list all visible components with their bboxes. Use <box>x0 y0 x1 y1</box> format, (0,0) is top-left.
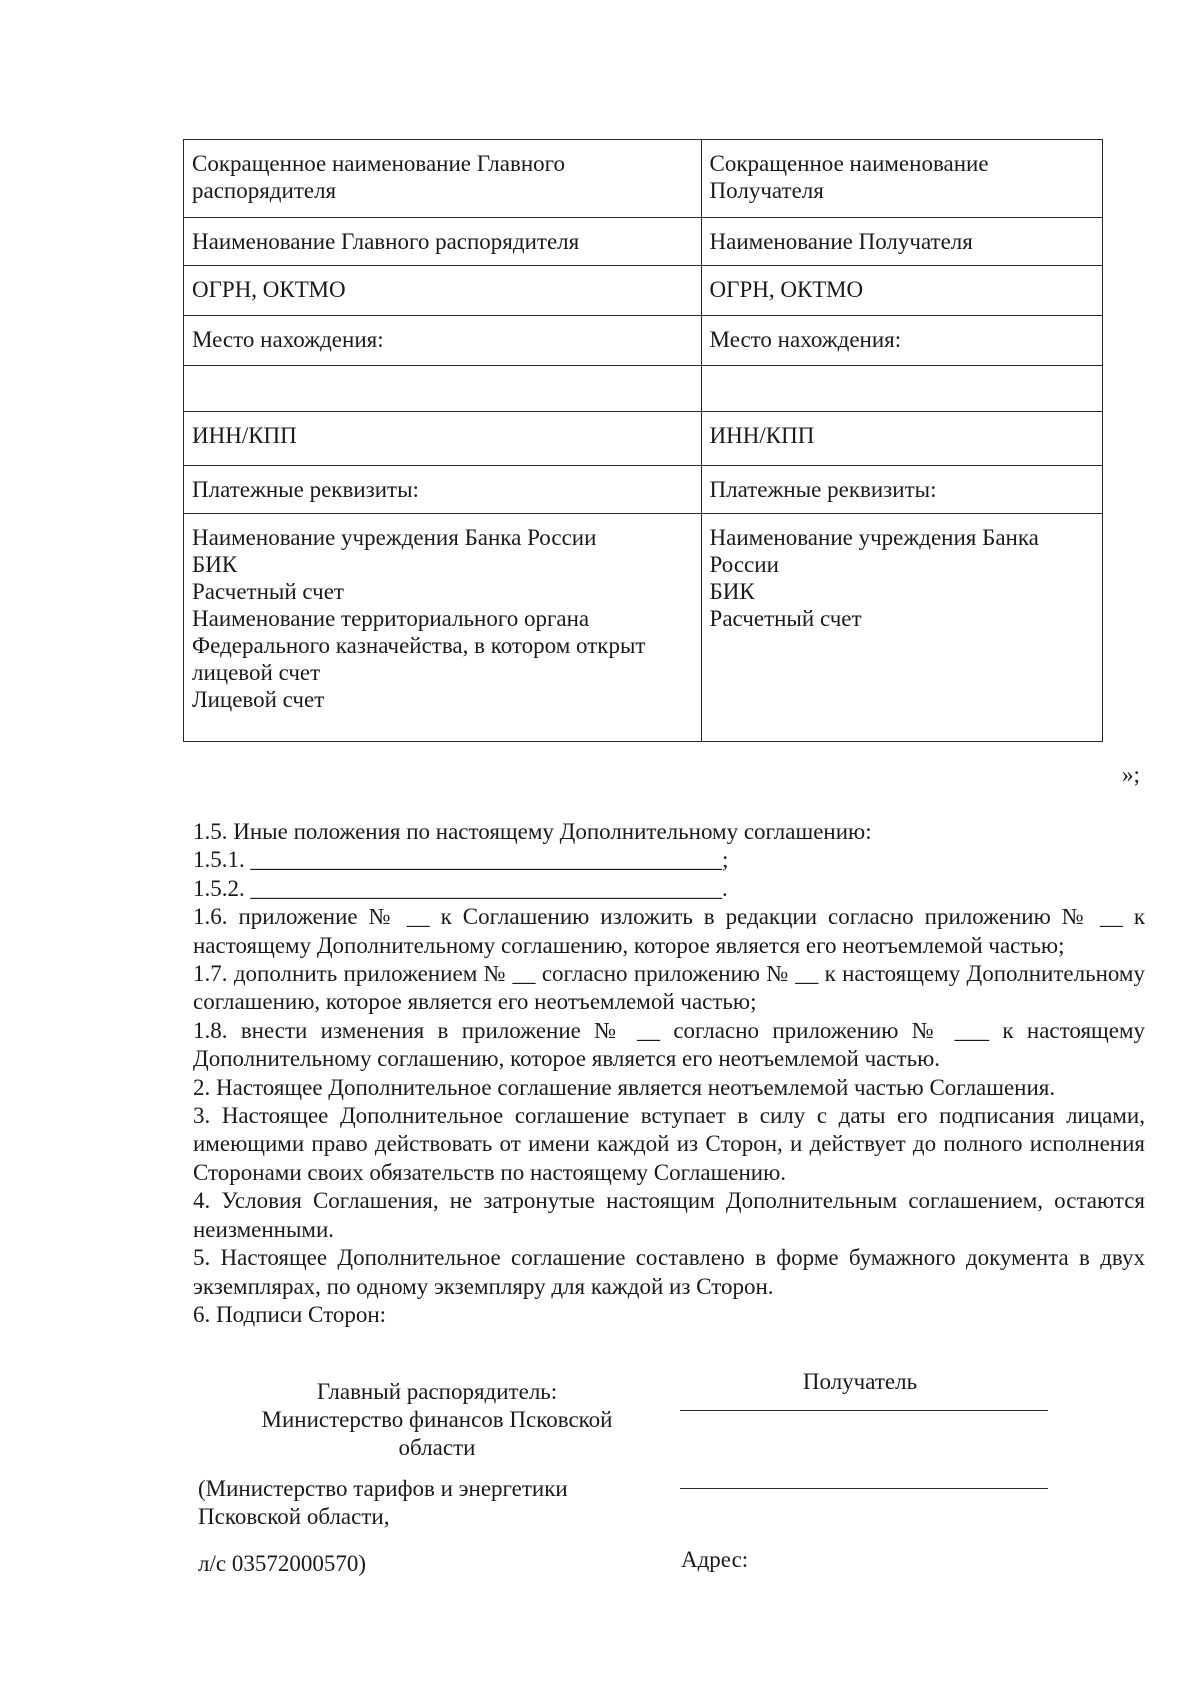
requisites-cell-left <box>184 316 702 366</box>
requisites-row <box>184 266 1103 316</box>
requisites-row <box>184 466 1103 514</box>
signature-left-org-line2: области <box>398 1435 476 1460</box>
clauses-block <box>193 818 1145 1329</box>
requisites-row <box>184 140 1103 218</box>
requisites-cell-right <box>701 366 1102 412</box>
signature-left-account: л/с 03572000570) <box>198 1551 366 1576</box>
requisites-cell-left <box>184 140 702 218</box>
requisites-cell-text: ОГРН, ОКТМО <box>709 277 864 302</box>
requisites-cell-text: Платежные реквизиты: <box>709 477 937 502</box>
requisites-cell-right <box>701 140 1102 218</box>
signature-left-block <box>222 1378 652 1462</box>
signature-left-paren-line1: (Министерство тарифов и энергетики <box>198 1476 568 1501</box>
clause-paragraph: 2. Настоящее Дополнительное соглашение является неотъемлемой частью Соглашения. <box>193 1074 1056 1100</box>
requisites-cell-right <box>701 316 1102 366</box>
requisites-cell-text: БИК <box>709 579 755 604</box>
clause-paragraph: 1.5.1. _________________________________________; <box>193 847 729 873</box>
clause-paragraph: 1.5.2. _________________________________________. <box>193 875 728 901</box>
requisites-cell-text: Лицевой счет <box>192 687 325 712</box>
clause-paragraph: 1.7. дополнить приложением № __ согласно приложению № __ к настоящему Дополнительному соглашению, которое является его неотъемлемой частью; <box>193 961 1145 1015</box>
requisites-cell-text: Расчетный счет <box>192 579 344 604</box>
requisites-cell-right <box>701 466 1102 514</box>
requisites-cell-text: Федерального казначейства, в котором открыт <box>192 633 646 658</box>
requisites-row <box>184 218 1103 266</box>
signature-left-parenthetical <box>198 1475 658 1531</box>
requisites-cell-right <box>701 218 1102 266</box>
requisites-row <box>184 514 1103 742</box>
clause-paragraph: 5. Настоящее Дополнительное соглашение составлено в форме бумажного документа в двух экземплярах, по одному экземпляру для каждой из Сторон. <box>193 1245 1145 1299</box>
clause-paragraph: 6. Подписи Сторон: <box>193 1301 387 1327</box>
requisites-cell-text: Платежные реквизиты: <box>192 477 419 502</box>
requisites-cell-text: лицевой счет <box>192 660 321 685</box>
clause-paragraph: 4. Условия Соглашения, не затронутые настоящим Дополнительным соглашением, остаются неизменными. <box>193 1188 1145 1242</box>
requisites-cell-text: Место нахождения: <box>709 327 902 352</box>
requisites-row <box>184 412 1103 466</box>
requisites-cell-right <box>701 266 1102 316</box>
requisites-row <box>184 316 1103 366</box>
signature-right-line-1 <box>680 1410 1048 1411</box>
clause-paragraph: 3. Настоящее Дополнительное соглашение вступает в силу с даты его подписания лицами, имеющими право действовать от имени каждой из Сторон, и действует до полного исполнения Сторонами своих обязательств по настоящему Соглашению. <box>193 1103 1145 1185</box>
requisites-cell-text: России <box>709 552 779 577</box>
requisites-table-body <box>184 140 1103 742</box>
requisites-cell-text: Наименование учреждения Банка <box>709 525 1039 550</box>
requisites-cell-left <box>184 266 702 316</box>
requisites-row <box>184 366 1103 412</box>
requisites-cell-text: Наименование Главного распорядителя <box>192 229 580 254</box>
clause-paragraph: 1.8. внести изменения в приложение № __ согласно приложению № ___ к настоящему Дополнительному соглашению, которое является его неотъемлемой частью. <box>193 1017 1145 1072</box>
signature-left-title: Главный распорядитель: <box>316 1379 558 1404</box>
requisites-cell-text: ИНН/КПП <box>709 423 815 448</box>
requisites-cell-text: Место нахождения: <box>192 327 384 352</box>
requisites-cell-text: Наименование учреждения Банка России <box>192 525 597 550</box>
requisites-cell-text: Расчетный счет <box>709 606 862 631</box>
signature-left-org-line1: Министерство финансов Псковской <box>261 1407 613 1432</box>
signature-right-address-label: Адрес: <box>681 1547 749 1572</box>
requisites-cell-text: Сокращенное наименование Главного <box>192 151 566 176</box>
requisites-cell-text: Наименование Получателя <box>709 229 973 254</box>
signature-right-title: Получатель <box>802 1369 918 1394</box>
signature-left-paren-line2: Псковской области, <box>198 1504 390 1529</box>
requisites-cell-left <box>184 366 702 412</box>
requisites-cell-text: распорядителя <box>192 178 337 203</box>
closing-quote: »; <box>1122 762 1140 787</box>
requisites-cell-text: Сокращенное наименование <box>709 151 989 176</box>
clause-paragraph: 1.5. Иные положения по настоящему Дополнительному соглашению: <box>193 819 872 844</box>
clause-paragraph: 1.6. приложение № __ к Соглашению изложить в редакции согласно приложению № __ к настоящему Дополнительному соглашению, которое является его неотъемлемой частью; <box>193 904 1145 958</box>
requisites-cell-text: Наименование территориального органа <box>192 606 590 631</box>
requisites-cell-right <box>701 514 1102 742</box>
requisites-cell-left <box>184 412 702 466</box>
requisites-cell-text: Получателя <box>709 178 824 203</box>
requisites-cell-left <box>184 514 702 742</box>
requisites-cell-text: БИК <box>192 552 238 577</box>
requisites-cell-right <box>701 412 1102 466</box>
requisites-cell-text: ИНН/КПП <box>192 423 297 448</box>
signature-right-line-2 <box>680 1488 1048 1489</box>
requisites-cell-text: ОГРН, ОКТМО <box>192 277 346 302</box>
requisites-cell-left <box>184 466 702 514</box>
requisites-table <box>183 139 1103 742</box>
requisites-cell-left <box>184 218 702 266</box>
